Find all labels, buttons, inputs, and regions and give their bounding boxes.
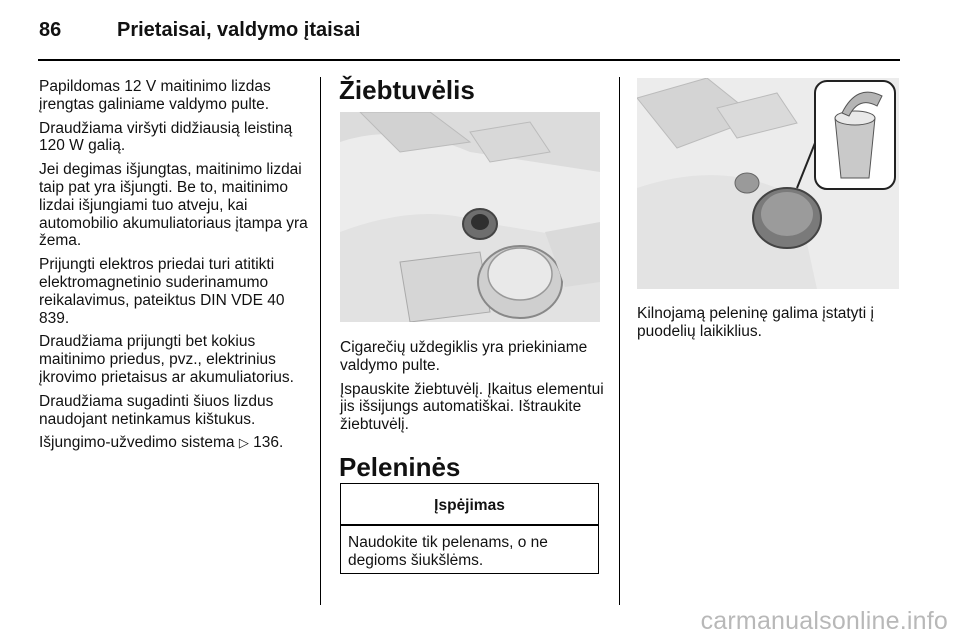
page-reference[interactable] [39, 434, 311, 452]
paragraph: Prijungti elektros priedai turi atitikti elektromagnetinio suderinamumo reikalavimus, pateiktus DIN VDE 40 839. [39, 256, 285, 327]
page-number: 86 [39, 19, 62, 41]
right-text [637, 305, 899, 347]
watermark: carmanualsonline.info [700, 607, 948, 635]
paragraph: Draudžiama sugadinti šiuos lizdus naudojant netinkamus kištukus. [39, 392, 274, 428]
ashtray-photo [637, 78, 899, 289]
section-heading-ashtrays: Peleninės [339, 452, 461, 482]
paragraph: Jei degimas išjungtas, maitinimo lizdai taip pat yra išjungti. Be to, maitinimo lizdai išjungiami tuo atveju, kai automobilio akumuliatoriaus įtampa yra žema. [39, 161, 308, 250]
page-title: Prietaisai, valdymo įtaisai [117, 19, 361, 41]
paragraph: Įspauskite žiebtuvėlį. Įkaitus elementui jis išsijungs automatiškai. Ištraukite žiebtuvėlį. [340, 380, 604, 434]
paragraph: Cigarečių uždegiklis yra priekiniame valdymo pulte. [340, 339, 588, 374]
header-rule [38, 59, 900, 61]
warning-box [340, 483, 599, 574]
paragraph: Draudžiama prijungti bet kokius maitinimo priedus, pvz., elektrinius įkrovimo prietaisus ar akumuliatorius. [39, 333, 294, 386]
warning-title: Įspėjimas [434, 497, 505, 514]
reference-page: 136. [253, 434, 284, 452]
reference-text: Išjungimo-užvedimo sistema [39, 434, 235, 452]
warning-body: Naudokite tik pelenams, o ne degioms šiukšlėms. [348, 534, 548, 569]
page-reference-arrow-icon: ▷ [238, 435, 249, 451]
column-divider-left [320, 77, 321, 605]
section-heading-lighter: Žiebtuvėlis [339, 75, 475, 105]
middle-text [340, 339, 605, 440]
paragraph: Draudžiama viršyti didžiausią leistiną 120 W galią. [39, 119, 293, 155]
paragraph: Papildomas 12 V maitinimo lizdas įrengtas galiniame valdymo pulte. [39, 78, 271, 113]
cigarette-lighter-photo [340, 112, 600, 322]
warning-divider [341, 524, 598, 526]
left-column [39, 78, 311, 458]
photo-caption: Kilnojamą peleninę galima įstatyti į puodelių laikiklius. [637, 305, 874, 340]
column-divider-right [619, 77, 620, 605]
